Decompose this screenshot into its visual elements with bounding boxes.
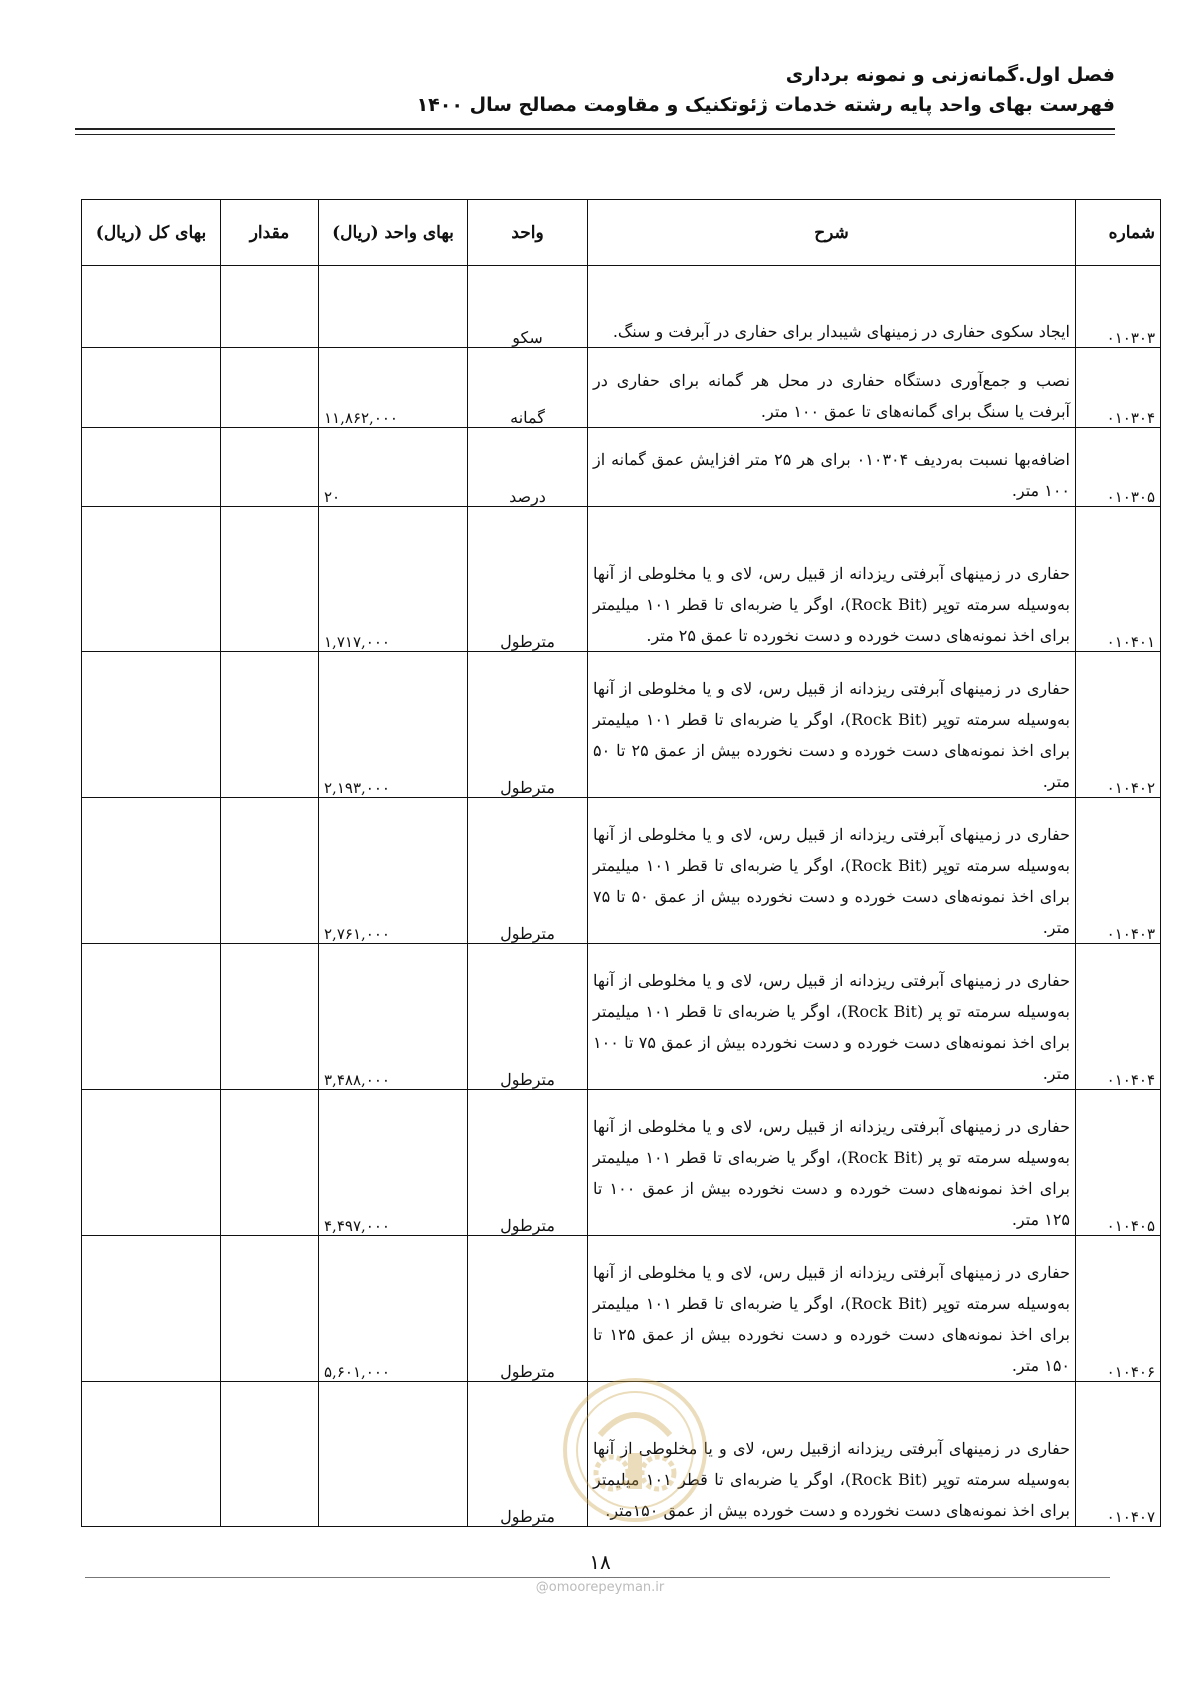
row-number: ۰۱۰۳۰۳ [1076, 266, 1161, 348]
row-unit: مترطول [468, 798, 588, 944]
page-number: ۱۸ [589, 1550, 611, 1574]
row-total-price [82, 652, 221, 798]
row-description: حفاری در زمینهای آبرفتی ریزدانه ازقبیل رس، لای و یا مخلوطی از آنها به‌وسیله سرمته توپر (Rock Bit)، اوگر یا ضربه‌ای تا قطر ۱۰۱ میلیمتر برای اخذ نمونه‌های دست نخورده و دست خورده بیش از عمق ۱۵۰متر. [588, 1382, 1076, 1527]
row-description: نصب و جمع‌آوری دستگاه حفاری در محل هر گمانه برای حفاری در آبرفت یا سنگ برای گمانه‌های تا عمق ۱۰۰ متر. [588, 348, 1076, 428]
row-total-price [82, 428, 221, 507]
row-unit-price [319, 266, 468, 348]
table-row [82, 428, 1161, 507]
row-description: حفاری در زمینهای آبرفتی ریزدانه از قبیل رس، لای و یا مخلوطی از آنها به‌وسیله سرمته تو پر (Rock Bit)، اوگر یا ضربه‌ای تا قطر ۱۰۱ میلیمتر برای اخذ نمونه‌های دست خورده و دست نخورده بیش از عمق ۷۵ تا ۱۰۰ متر. [588, 944, 1076, 1090]
row-number: ۰۱۰۴۰۲ [1076, 652, 1161, 798]
row-number: ۰۱۰۳۰۵ [1076, 428, 1161, 507]
row-total-price [82, 798, 221, 944]
row-unit-price: ۲۰ [319, 428, 468, 507]
row-description: حفاری در زمینهای آبرفتی ریزدانه از قبیل رس، لای و یا مخلوطی از آنها به‌وسیله سرمته توپر (Rock Bit)، اوگر یا ضربه‌ای تا قطر ۱۰۱ میلیمتر برای اخذ نمونه‌های دست خورده و دست نخورده تا عمق ۲۵ متر. [588, 507, 1076, 652]
footer-rule [85, 1577, 1110, 1578]
row-unit: سکو [468, 266, 588, 348]
row-number: ۰۱۰۴۰۵ [1076, 1090, 1161, 1236]
row-total-price [82, 944, 221, 1090]
row-description: حفاری در زمینهای آبرفتی ریزدانه از قبیل رس، لای و یا مخلوطی از آنها به‌وسیله سرمته توپر (Rock Bit)، اوگر یا ضربه‌ای تا قطر ۱۰۱ میلیمتر برای اخذ نمونه‌های دست خورده و دست نخورده بیش از عمق ۵۰ تا ۷۵ متر. [588, 798, 1076, 944]
row-unit-price [319, 1382, 468, 1527]
row-number: ۰۱۰۴۰۴ [1076, 944, 1161, 1090]
row-quantity [221, 507, 319, 652]
row-unit: مترطول [468, 652, 588, 798]
row-total-price [82, 348, 221, 428]
row-unit: گمانه [468, 348, 588, 428]
row-quantity [221, 1236, 319, 1382]
col-header-quantity: مقدار [221, 200, 319, 266]
row-number: ۰۱۰۴۰۷ [1076, 1382, 1161, 1527]
row-number: ۰۱۰۴۰۱ [1076, 507, 1161, 652]
header-rule-thick [75, 128, 1115, 130]
row-unit-price: ۲,۷۶۱,۰۰۰ [319, 798, 468, 944]
row-total-price [82, 266, 221, 348]
col-header-description: شرح [588, 200, 1076, 266]
table-header-row [82, 200, 1161, 266]
row-unit: درصد [468, 428, 588, 507]
col-header-total-price: بهای کل (ریال) [82, 200, 221, 266]
page-header [75, 60, 1115, 120]
row-description: حفاری در زمینهای آبرفتی ریزدانه از قبیل رس، لای و یا مخلوطی از آنها به‌وسیله سرمته توپر (Rock Bit)، اوگر یا ضربه‌ای تا قطر ۱۰۱ میلیمتر برای اخذ نمونه‌های دست خورده و دست نخورده بیش از عمق ۱۲۵ تا ۱۵۰ متر. [588, 1236, 1076, 1382]
price-table [81, 199, 1161, 1527]
row-unit-price: ۴,۴۹۷,۰۰۰ [319, 1090, 468, 1236]
table-row [82, 798, 1161, 944]
chapter-title: فصل اول.گمانه‌زنی و نمونه برداری [785, 64, 1115, 86]
row-description: اضافه‌بها نسبت به‌ردیف ۰۱۰۳۰۴ برای هر ۲۵ متر افزایش عمق گمانه از ۱۰۰ متر. [588, 428, 1076, 507]
row-unit: مترطول [468, 1382, 588, 1527]
row-total-price [82, 507, 221, 652]
row-unit: مترطول [468, 1090, 588, 1236]
table-row [82, 266, 1161, 348]
col-header-unit: واحد [468, 200, 588, 266]
footer-url: @omoorepeyman.ir [535, 1580, 665, 1595]
row-quantity [221, 1382, 319, 1527]
col-header-number: شماره [1076, 200, 1161, 266]
row-number: ۰۱۰۳۰۴ [1076, 348, 1161, 428]
table-row [82, 348, 1161, 428]
row-description: ایجاد سکوی حفاری در زمینهای شیبدار برای حفاری در آبرفت و سنگ. [588, 266, 1076, 348]
document-subtitle: فهرست بهای واحد پایه رشته خدمات ژئوتکنیک و مقاومت مصالح سال ۱۴۰۰ [416, 94, 1115, 116]
row-description: حفاری در زمینهای آبرفتی ریزدانه از قبیل رس، لای و یا مخلوطی از آنها به‌وسیله سرمته توپر (Rock Bit)، اوگر یا ضربه‌ای تا قطر ۱۰۱ میلیمتر برای اخذ نمونه‌های دست خورده و دست نخورده بیش از عمق ۲۵ تا ۵۰ متر. [588, 652, 1076, 798]
row-total-price [82, 1382, 221, 1527]
row-quantity [221, 652, 319, 798]
col-header-unit-price: بهای واحد (ریال) [319, 200, 468, 266]
row-total-price [82, 1236, 221, 1382]
table-row [82, 944, 1161, 1090]
row-unit-price: ۳,۴۸۸,۰۰۰ [319, 944, 468, 1090]
header-rule-thin [75, 134, 1115, 135]
row-unit-price: ۵,۶۰۱,۰۰۰ [319, 1236, 468, 1382]
watermark-seal-icon [560, 1375, 710, 1525]
table-row [82, 1236, 1161, 1382]
table-row [82, 652, 1161, 798]
row-number: ۰۱۰۴۰۶ [1076, 1236, 1161, 1382]
row-quantity [221, 798, 319, 944]
row-unit-price: ۱,۷۱۷,۰۰۰ [319, 507, 468, 652]
row-number: ۰۱۰۴۰۳ [1076, 798, 1161, 944]
row-quantity [221, 944, 319, 1090]
row-unit-price: ۱۱,۸۶۲,۰۰۰ [319, 348, 468, 428]
row-unit: مترطول [468, 1236, 588, 1382]
table-row [82, 1090, 1161, 1236]
row-unit: مترطول [468, 507, 588, 652]
row-quantity [221, 428, 319, 507]
row-total-price [82, 1090, 221, 1236]
row-quantity [221, 1090, 319, 1236]
row-quantity [221, 266, 319, 348]
row-quantity [221, 348, 319, 428]
row-unit-price: ۲,۱۹۳,۰۰۰ [319, 652, 468, 798]
row-unit: مترطول [468, 944, 588, 1090]
row-description: حفاری در زمینهای آبرفتی ریزدانه از قبیل رس، لای و یا مخلوطی از آنها به‌وسیله سرمته تو پر (Rock Bit)، اوگر یا ضربه‌ای تا قطر ۱۰۱ میلیمتر برای اخذ نمونه‌های دست خورده و دست نخورده بیش از عمق ۱۰۰ تا ۱۲۵ متر. [588, 1090, 1076, 1236]
table-row [82, 507, 1161, 652]
